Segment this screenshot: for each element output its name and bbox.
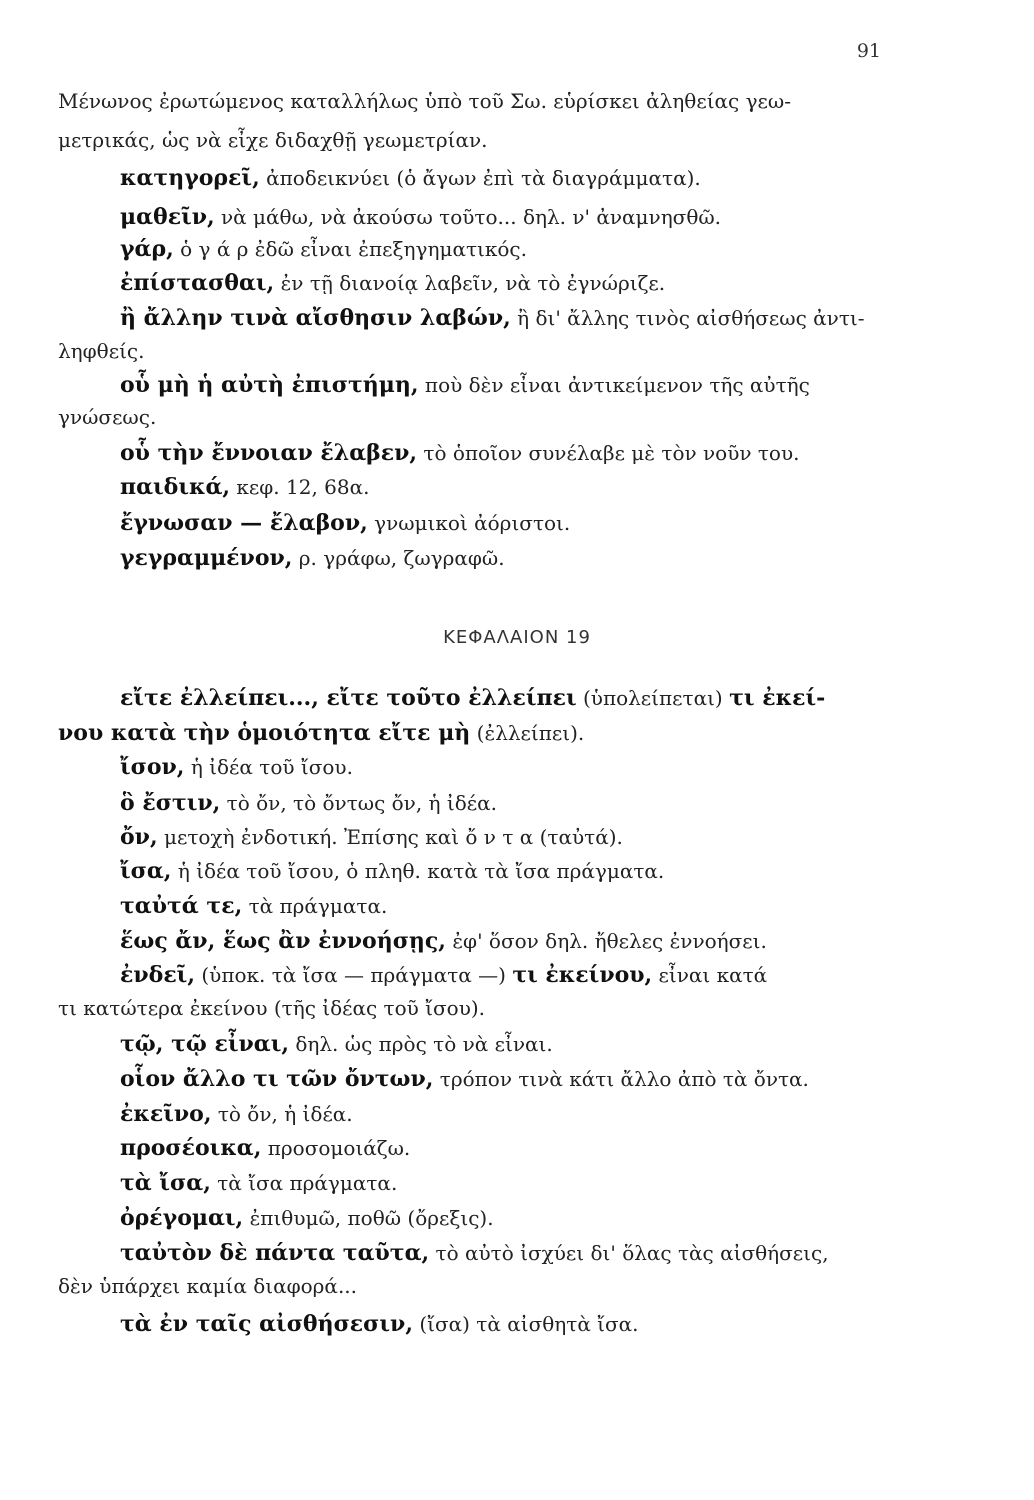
chapter-title: ΚΕΦΑΛΑΙΟΝ 19 bbox=[443, 627, 591, 648]
gloss-headword: ὃ ἔστιν, bbox=[120, 790, 221, 816]
text-line: ληφθείς. bbox=[58, 339, 145, 363]
gloss-headword: τῷ, τῷ εἶναι, bbox=[120, 1031, 289, 1057]
gloss-entry: εἴτε ἐλλείπει..., εἴτε τοῦτο ἐλλείπει (ὑπολείπεται) τι ἐκεί- bbox=[120, 685, 826, 711]
gloss-entry: ἕως ἄν, ἕως ἂν ἐννοήσῃς, ἐφ' ὅσον δηλ. ἤθελες ἐννοήσει. bbox=[120, 928, 767, 954]
gloss-headword: ὄν, bbox=[120, 824, 158, 850]
gloss-headword: γάρ, bbox=[120, 236, 174, 262]
gloss-headword: ἴσα, bbox=[120, 858, 172, 884]
text-line: τι κατώτερα ἐκείνου (τῆς ἰδέας τοῦ ἴσου). bbox=[58, 996, 486, 1020]
gloss-headword: νου κατὰ τὴν ὁμοιότητα εἴτε μὴ bbox=[58, 720, 471, 746]
gloss-entry: ἐπίστασθαι, ἐν τῇ διανοίᾳ λαβεῖν, νὰ τὸ ἐγνώριζε. bbox=[120, 270, 666, 296]
text-line: γνώσεως. bbox=[58, 405, 157, 429]
gloss-headword: ἐνδεῖ, bbox=[120, 962, 195, 988]
gloss-entry: κατηγορεῖ, ἀποδεικνύει (ὁ ἄγων ἐπὶ τὰ διαγράμματα). bbox=[120, 165, 701, 191]
gloss-headword: οἷον ἄλλο τι τῶν ὄντων, bbox=[120, 1066, 434, 1092]
gloss-entry: ὀρέγομαι, ἐπιθυμῶ, ποθῶ (ὄρεξις). bbox=[120, 1205, 494, 1231]
gloss-headword: μαθεῖν, bbox=[120, 204, 215, 230]
gloss-headword: ἢ ἄλλην τινὰ αἴσθησιν λαβών, bbox=[120, 305, 511, 331]
gloss-entry: ἔγνωσαν — ἔλαβον, γνωμικοὶ ἀόριστοι. bbox=[120, 510, 571, 536]
gloss-entry: νου κατὰ τὴν ὁμοιότητα εἴτε μὴ (ἐλλείπει). bbox=[58, 720, 585, 746]
gloss-entry: ταὐτά τε, τὰ πράγματα. bbox=[120, 893, 388, 919]
gloss-entry: παιδικά, κεφ. 12, 68α. bbox=[120, 474, 370, 500]
text-line: Μένωνος ἐρωτώμενος καταλλήλως ὑπὸ τοῦ Σω. εὑρίσκει ἀληθείας γεω- bbox=[58, 89, 791, 113]
gloss-headword: ταὐτὸν δὲ πάντα ταῦτα, bbox=[120, 1240, 430, 1266]
gloss-headword: τὰ ἴσα, bbox=[120, 1170, 211, 1196]
gloss-headword: ὀρέγομαι, bbox=[120, 1205, 244, 1231]
gloss-entry: ἢ ἄλλην τινὰ αἴσθησιν λαβών, ἢ δι' ἄλλης τινὸς αἰσθήσεως ἀντι- bbox=[120, 305, 865, 331]
gloss-entry: τὰ ἐν ταῖς αἰσθήσεσιν, (ἴσα) τὰ αἰσθητὰ ἴσα. bbox=[120, 1311, 639, 1337]
gloss-headword: εἴτε ἐλλείπει..., εἴτε τοῦτο ἐλλείπει bbox=[120, 685, 577, 711]
gloss-headword: ταὐτά τε, bbox=[120, 893, 243, 919]
gloss-entry: ὄν, μετοχὴ ἐνδοτική. Ἐπίσης καὶ ὄ ν τ α (ταὐτά). bbox=[120, 824, 623, 850]
gloss-entry: ὃ ἔστιν, τὸ ὄν, τὸ ὄντως ὄν, ἡ ἰδέα. bbox=[120, 790, 498, 816]
gloss-headword: οὗ τὴν ἔννοιαν ἔλαβεν, bbox=[120, 440, 418, 466]
gloss-headword: ἔγνωσαν — ἔλαβον, bbox=[120, 510, 368, 536]
gloss-entry: ἴσον, ἡ ἰδέα τοῦ ἴσου. bbox=[120, 754, 353, 780]
gloss-entry: οἷον ἄλλο τι τῶν ὄντων, τρόπον τινὰ κάτι ἄλλο ἀπὸ τὰ ὄντα. bbox=[120, 1066, 809, 1092]
gloss-entry: μαθεῖν, νὰ μάθω, νὰ ἀκούσω τοῦτο... δηλ. ν' ἀναμνησθῶ. bbox=[120, 204, 722, 230]
gloss-headword: παιδικά, bbox=[120, 474, 231, 500]
gloss-headword: ἐπίστασθαι, bbox=[120, 270, 275, 296]
gloss-entry: ἐκεῖνο, τὸ ὄν, ἡ ἰδέα. bbox=[120, 1101, 353, 1127]
page-number: 91 bbox=[856, 40, 881, 62]
gloss-headword: τὰ ἐν ταῖς αἰσθήσεσιν, bbox=[120, 1311, 413, 1337]
gloss-headword: ἴσον, bbox=[120, 754, 185, 780]
gloss-headword: ἕως ἄν, ἕως ἂν ἐννοήσῃς, bbox=[120, 928, 446, 954]
gloss-headword: προσέοικα, bbox=[120, 1135, 262, 1161]
gloss-entry: ἐνδεῖ, (ὑποκ. τὰ ἴσα — πράγματα —) τι ἐκείνου, εἶναι κατά bbox=[120, 962, 768, 988]
text-line: μετρικάς, ὡς νὰ εἶχε διδαχθῇ γεωμετρίαν. bbox=[58, 128, 488, 152]
gloss-headword: οὗ μὴ ἡ αὐτὴ ἐπιστήμη, bbox=[120, 372, 419, 398]
gloss-headword: κατηγορεῖ, bbox=[120, 165, 260, 191]
gloss-headword: γεγραμμένον, bbox=[120, 545, 293, 571]
gloss-headword: ἐκεῖνο, bbox=[120, 1101, 212, 1127]
gloss-entry: οὗ τὴν ἔννοιαν ἔλαβεν, τὸ ὁποῖον συνέλαβε μὲ τὸν νοῦν του. bbox=[120, 440, 800, 466]
gloss-headword: τι ἐκεί- bbox=[729, 685, 826, 711]
gloss-entry: προσέοικα, προσομοιάζω. bbox=[120, 1135, 411, 1161]
gloss-entry: ἴσα, ἡ ἰδέα τοῦ ἴσου, ὁ πληθ. κατὰ τὰ ἴσα πράγματα. bbox=[120, 858, 665, 884]
gloss-headword: τι ἐκείνου, bbox=[512, 962, 653, 988]
gloss-entry: τὰ ἴσα, τὰ ἴσα πράγματα. bbox=[120, 1170, 398, 1196]
gloss-entry: τῷ, τῷ εἶναι, δηλ. ὡς πρὸς τὸ νὰ εἶναι. bbox=[120, 1031, 553, 1057]
gloss-entry: ταὐτὸν δὲ πάντα ταῦτα, τὸ αὐτὸ ἰσχύει δι' ὅλας τὰς αἰσθήσεις, bbox=[120, 1240, 829, 1266]
gloss-entry: γάρ, ὁ γ ά ρ ἐδῶ εἶναι ἐπεξηγηματικός. bbox=[120, 236, 527, 262]
gloss-entry: οὗ μὴ ἡ αὐτὴ ἐπιστήμη, ποὺ δὲν εἶναι ἀντικείμενον τῆς αὐτῆς bbox=[120, 372, 810, 398]
gloss-entry: γεγραμμένον, ρ. γράφω, ζωγραφῶ. bbox=[120, 545, 505, 571]
text-line: δὲν ὑπάρχει καμία διαφορά... bbox=[58, 1274, 358, 1298]
